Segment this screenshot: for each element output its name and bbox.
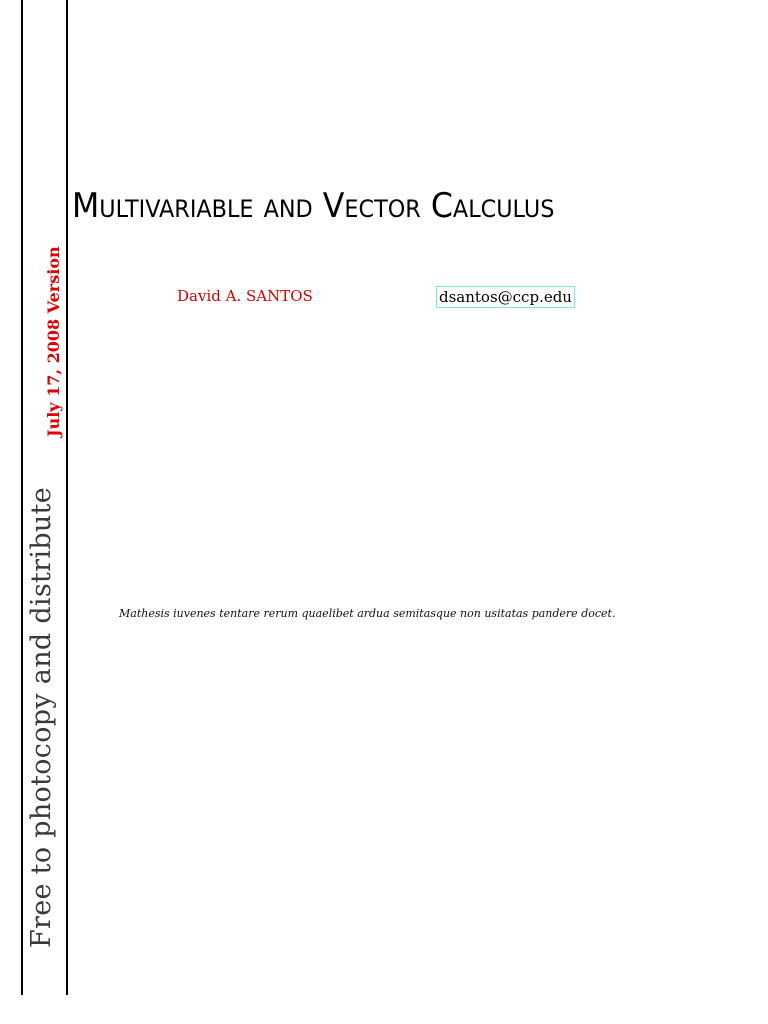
left-margin-rule xyxy=(21,0,23,995)
author-email-link[interactable]: dsantos@ccp.edu xyxy=(436,286,575,308)
author-name: David A. SANTOS xyxy=(177,287,313,305)
distribution-notice: Free to photocopy and distribute xyxy=(26,486,57,948)
version-date: July 17, 2008 Version xyxy=(44,246,63,437)
side-banner xyxy=(26,246,71,948)
latin-motto: Mathesis iuvenes tentare rerum quaelibet ardua semitasque non usitatas pandere docet. xyxy=(119,607,616,620)
book-title: Multivariable and Vector Calculus xyxy=(72,186,555,226)
